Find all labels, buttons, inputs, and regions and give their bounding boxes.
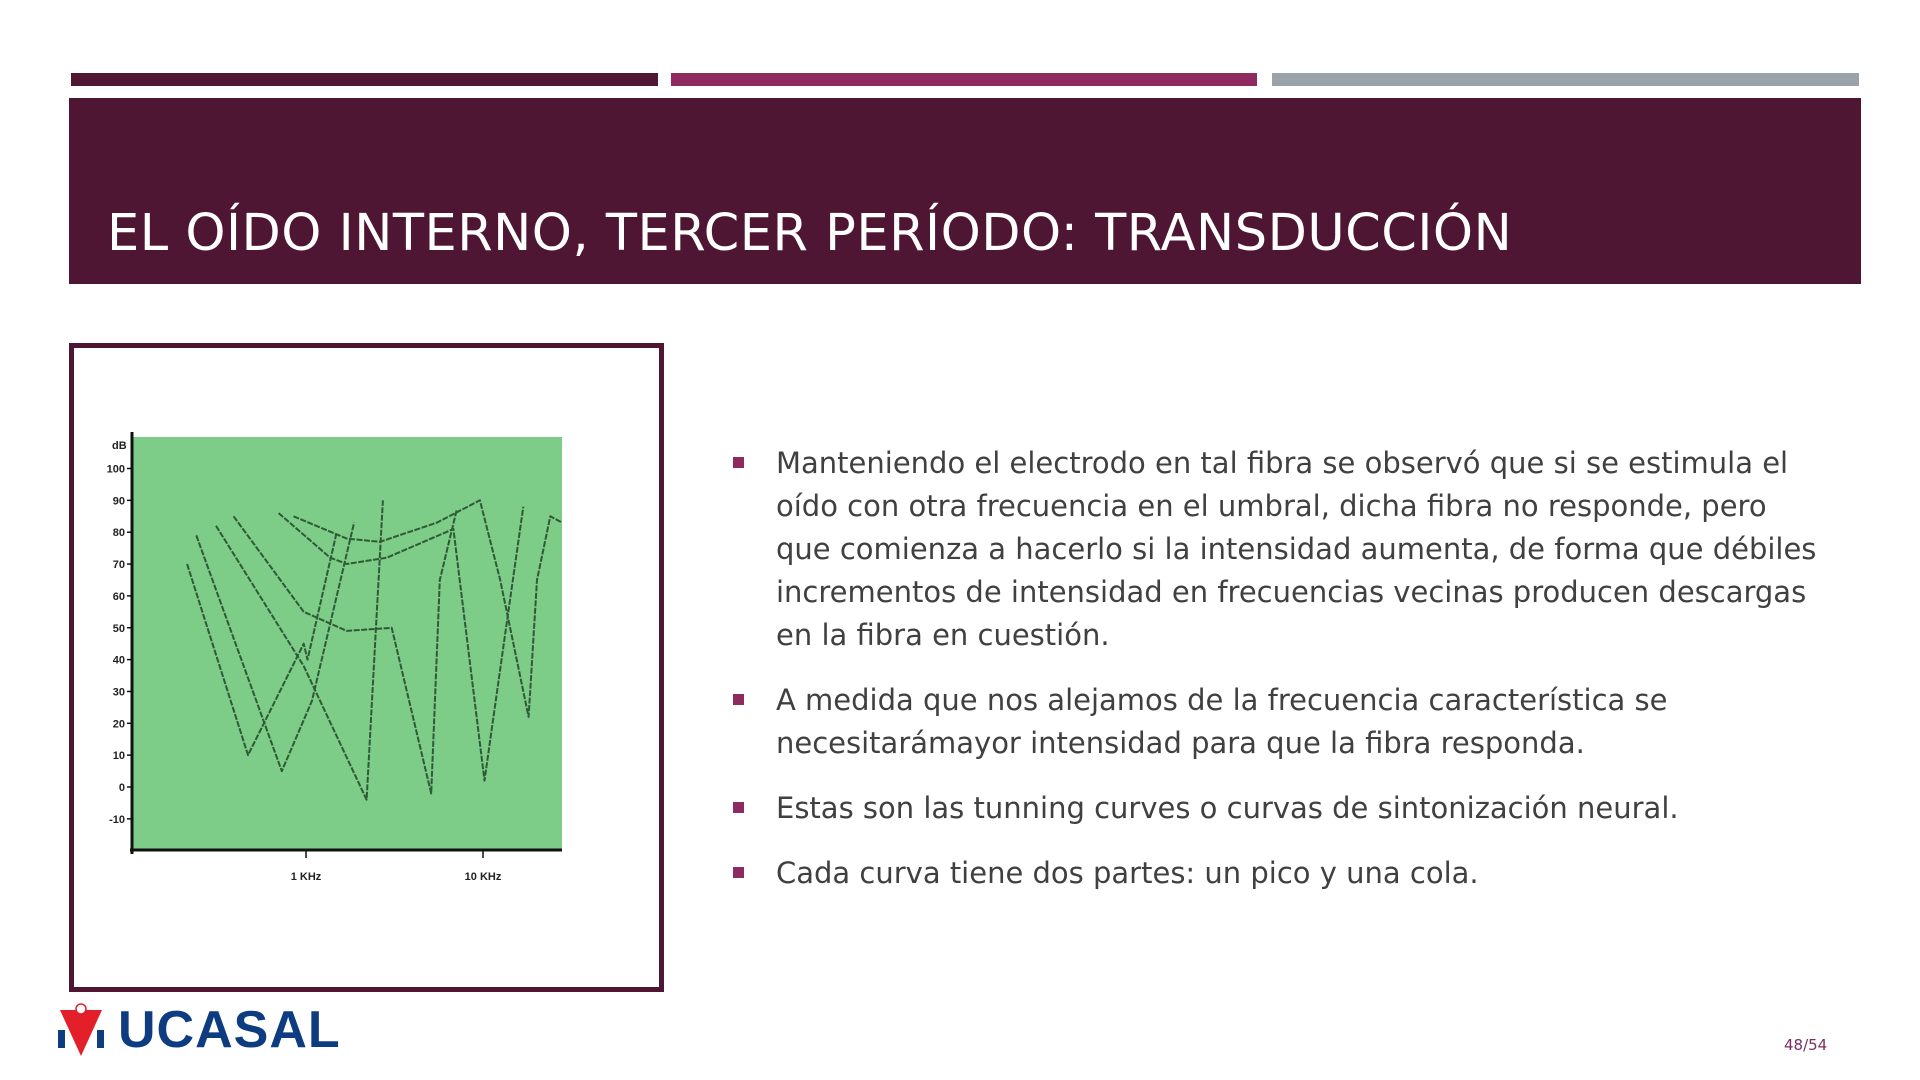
y-tick-label: 70: [112, 559, 125, 572]
bullet-square-icon: [733, 867, 744, 878]
y-tick-label: -10: [109, 813, 125, 826]
y-tick-label: 30: [112, 686, 125, 699]
bullet-item: [730, 787, 1830, 830]
bullet-text: A medida que nos alejamos de la frecuencia característica se necesitarámayor intensidad para que la fibra responda.: [776, 683, 1668, 760]
tuning-curves-chart: [70, 420, 650, 900]
accent-bar-magenta: [671, 73, 1257, 86]
bullet-text: Manteniendo el electrodo en tal fibra se observó que si se estimula el oído con otra frecuencia en el umbral, dicha fibra no responde, pero que comienza a hacerlo si la intensidad aumenta, de forma que débiles incrementos de intensidad en frecuencias vecinas producen descargas en la fibra en cuestión.: [776, 446, 1817, 652]
bullet-square-icon: [733, 802, 744, 813]
y-tick-label: 0: [118, 782, 125, 794]
bullet-text: Estas son las tunning curves o curvas de sintonización neural.: [776, 791, 1679, 825]
accent-bar-dark: [71, 73, 658, 86]
bullet-list: [730, 442, 1830, 917]
bullet-square-icon: [733, 694, 744, 705]
slide-title: EL OÍDO INTERNO, TERCER PERÍODO: TRANSDUCCIÓN: [107, 204, 1513, 263]
y-tick-label: 20: [112, 718, 125, 731]
bullet-square-icon: [733, 457, 744, 468]
y-axis-label: dB: [112, 440, 127, 452]
bullet-text: Cada curva tiene dos partes: un pico y una cola.: [776, 856, 1479, 890]
y-tick-label: 90: [112, 495, 125, 508]
ucasal-emblem-icon: [58, 1002, 104, 1058]
y-tick-label: 100: [106, 463, 125, 476]
logo-text: UCASAL: [118, 1001, 341, 1059]
y-tick-label: 40: [112, 654, 125, 667]
y-tick-label: 80: [112, 527, 125, 540]
x-tick-label: 1 KHz: [290, 871, 322, 883]
title-band: [69, 98, 1861, 284]
y-tick-label: 60: [112, 590, 125, 603]
x-tick-label: 10 KHz: [464, 871, 502, 883]
bullet-item: [730, 852, 1830, 895]
ucasal-logo: [58, 1000, 341, 1060]
bullet-item: [730, 679, 1830, 765]
plot-area: [132, 437, 562, 850]
accent-bar-gray: [1272, 73, 1859, 86]
y-tick-label: 50: [112, 622, 125, 635]
page-number: 48/54: [1784, 1036, 1828, 1054]
y-tick-label: 10: [112, 750, 125, 763]
bullet-item: [730, 442, 1830, 657]
